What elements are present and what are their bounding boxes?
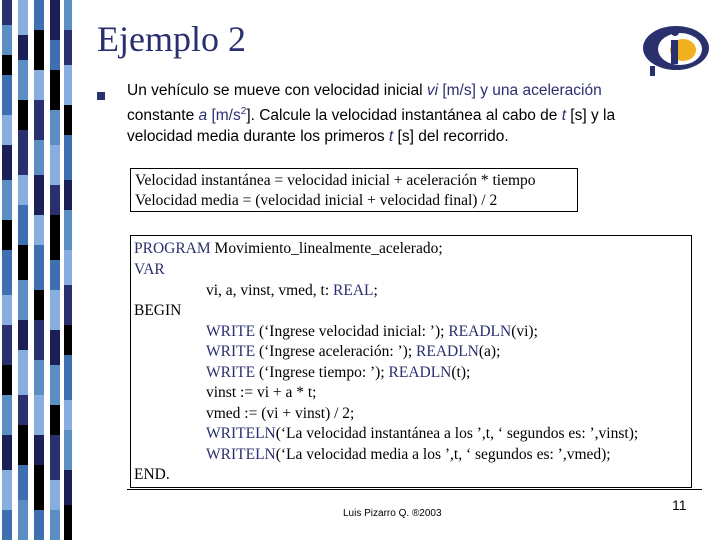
decorative-stripes	[0, 0, 75, 540]
code-text: (a);	[478, 343, 501, 360]
intro-text: velocidad media durante los primeros	[127, 128, 389, 146]
bullet-square-icon	[97, 92, 105, 100]
intro-text: constante	[127, 107, 199, 125]
code-line	[206, 281, 378, 302]
code-text: (‘La velocidad media a los ’,t, ‘ segundos es: ’,vmed);	[275, 446, 611, 463]
keyword-end: END.	[134, 466, 170, 483]
code-text: (t);	[451, 364, 471, 381]
code-text: (‘Ingrese tiempo: ’);	[255, 364, 389, 381]
keyword-readln: READLN	[388, 364, 452, 381]
page-number: 11	[672, 497, 687, 513]
keyword-readln: READLN	[448, 323, 512, 340]
keyword-writeln: WRITELN	[206, 425, 276, 442]
code-line	[206, 322, 538, 343]
footer-divider	[127, 489, 702, 490]
code-text: (‘La velocidad instantánea a los ’,t, ‘ segundos es: ’,vinst);	[275, 425, 639, 442]
keyword-program: PROGRAM	[134, 240, 211, 257]
unit-ms2: [m/s	[207, 107, 241, 125]
intro-text: [s] del recorrido.	[393, 128, 509, 146]
semicolon: ;	[373, 282, 378, 299]
code-line: vinst := vi + a * t;	[206, 384, 317, 401]
formula-box	[130, 168, 578, 212]
keyword-real: REAL	[333, 282, 374, 299]
code-line	[134, 239, 443, 260]
var-declaration: vi, a, vinst, vmed, t:	[206, 282, 334, 299]
footer-author: Luis Pizarro Q. ®2003	[343, 508, 442, 519]
intro-text: Un vehículo se mueve con velocidad inicial	[127, 82, 427, 99]
code-text: (‘Ingrese aceleración: ’);	[255, 343, 417, 360]
code-text: (‘Ingrese velocidad inicial: ’);	[255, 323, 449, 340]
unit-exponent: 2	[240, 106, 247, 117]
intro-text: ]. Calcule la velocidad instantánea al cabo de	[246, 107, 562, 125]
code-line: vmed := (vi + vinst) / 2;	[206, 405, 355, 422]
code-line	[206, 342, 500, 363]
formula-line: Velocidad instantánea = velocidad inicial + aceleración * tiempo	[135, 172, 536, 189]
keyword-readln: READLN	[416, 343, 479, 360]
slide-title: Ejemplo 2	[97, 19, 246, 59]
formula-line: Velocidad media = (velocidad inicial + velocidad final) / 2	[135, 192, 498, 209]
problem-statement	[127, 80, 702, 147]
code-line	[206, 424, 638, 445]
code-box	[130, 235, 692, 488]
code-line	[206, 363, 470, 384]
var-t: t	[388, 128, 394, 146]
keyword-write: WRITE	[206, 364, 256, 381]
var-vi: vi	[426, 82, 439, 99]
keyword-writeln: WRITELN	[206, 446, 276, 463]
unit-ms: [m/s] y una aceleración	[438, 82, 602, 99]
institution-logo-icon	[640, 18, 712, 78]
var-t: t	[561, 107, 566, 125]
keyword-write: WRITE	[206, 323, 256, 340]
keyword-write: WRITE	[206, 343, 256, 360]
intro-text: [s] y la	[566, 107, 616, 125]
code-line	[206, 445, 611, 466]
keyword-var: VAR	[134, 261, 165, 278]
keyword-begin: BEGIN	[134, 302, 182, 319]
program-name: Movimiento_linealmente_acelerado;	[210, 240, 443, 257]
code-text: (vi);	[511, 323, 538, 340]
var-a: a	[198, 107, 208, 125]
